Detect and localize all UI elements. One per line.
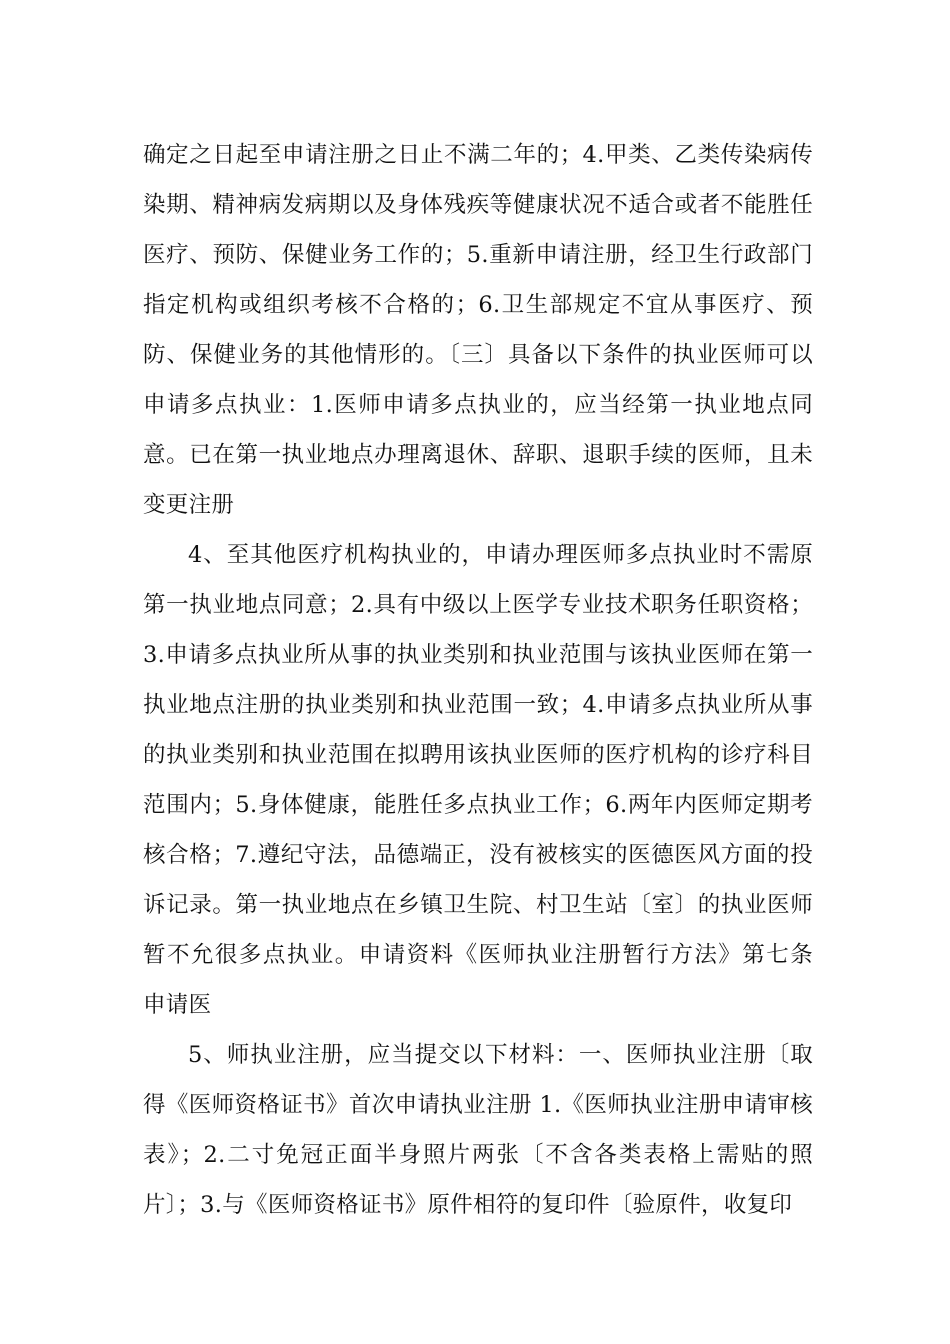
paragraph-2: 4、至其他医疗机构执业的，申请办理医师多点执业时不需原第一执业地点同意；2.具有中级以上医学专业技术职务任职资格；3.申请多点执业所从事的执业类别和执业范围与该执业医师在第一执业地点注册的执业类别和执业范围一致；4.申请多点执业所从事的执业类别和执业范围在拟聘用该执业医师的医疗机构的诊疗科目范围内；5.身体健康，能胜任多点执业工作；6.两年内医师定期考核合格；7.遵纪守法，品德端正，没有被核实的医德医风方面的投诉记录。第一执业地点在乡镇卫生院、村卫生站〔室〕的执业医师暂不允很多点执业。申请资料《医师执业注册暂行方法》第七条 申请医 (143, 542, 836, 1018)
paragraph-1: 确定之日起至申请注册之日止不满二年的；4.甲类、乙类传染病传染期、精神病发病期以及身体残疾等健康状况不适合或者不能胜任医疗、预防、保健业务工作的；5.重新申请注册，经卫生行政部门指定机构或组织考核不合格的；6.卫生部规定不宜从事医疗、预防、保健业务的其他情形的。〔三〕具备以下条件的执业医师可以申请多点执业：1.医师申请多点执业的，应当经第一执业地点同意。已在第一执业地点办理离退休、辞职、退职手续的医师，且未变更注册 (143, 142, 813, 518)
paragraph-3: 5、师执业注册，应当提交以下材料：一、医师执业注册〔取得《医师资格证书》首次申请执业注册 1.《医师执业注册申请审核表》；2.二寸免冠正面半身照片两张〔不含各类表格上需贴的照片〕；3.与《医师资格证书》原件相符的复印件〔验原件，收复印 (143, 1042, 813, 1218)
